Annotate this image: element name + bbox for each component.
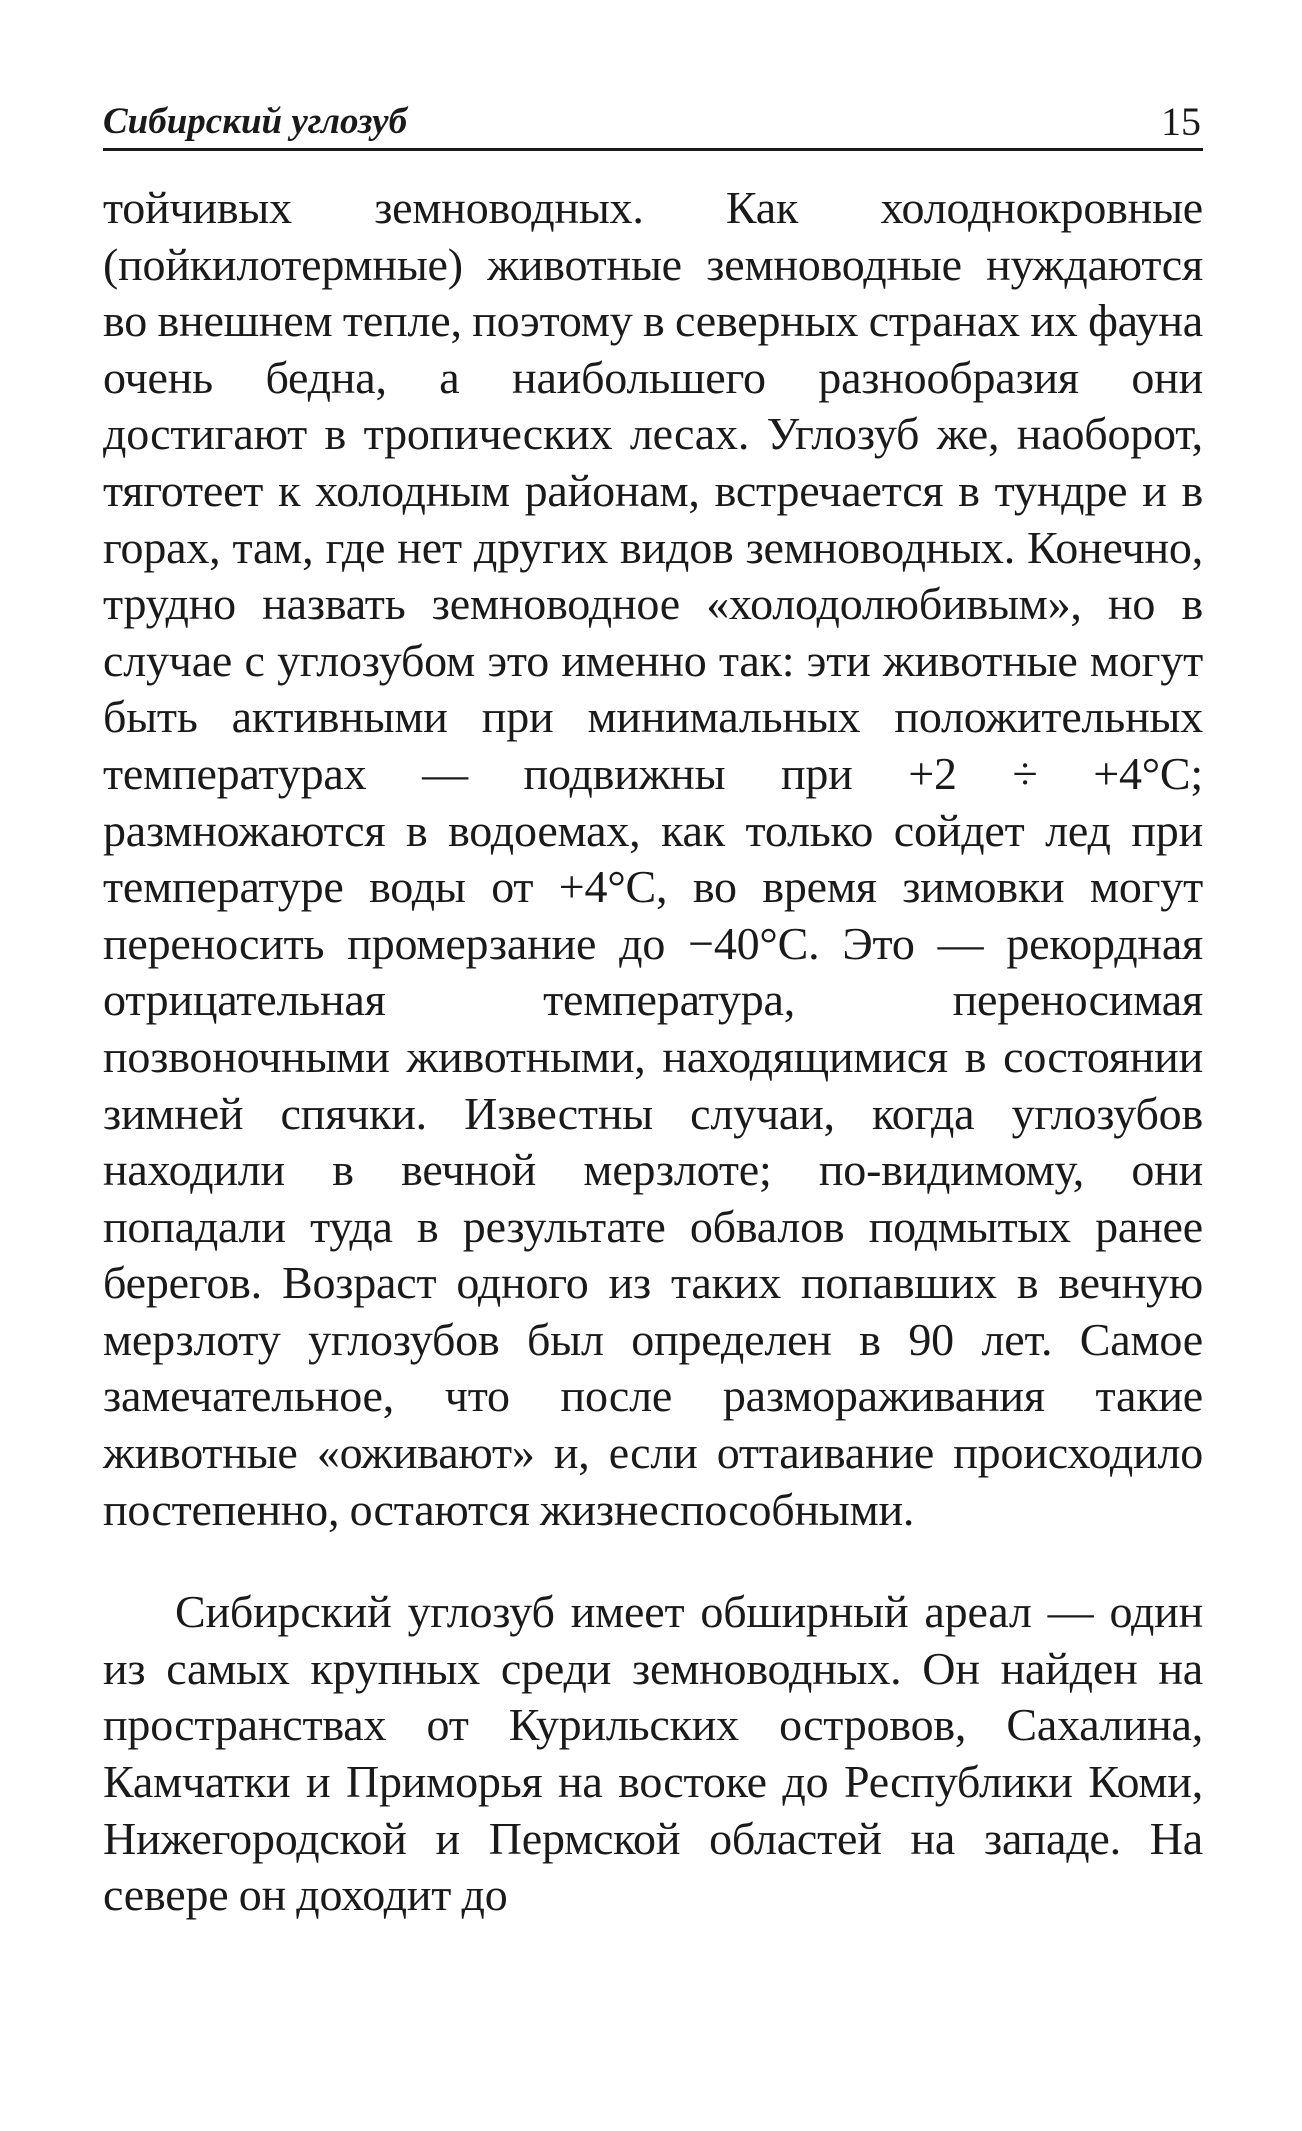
paragraph-range: Сибирский углозуб имеет обширный ареал — один из самых крупных среди земноводных. Он найден на пространствах от Курильских островов, Сахалина, Камчатки и Приморья на востоке до Республики Коми, Нижегородской и Пермской областей на западе. На севере он доходит до xyxy=(103,1586,1203,1921)
page-number: 15 xyxy=(1161,99,1201,144)
running-header xyxy=(103,92,1203,151)
running-header-title: Сибирский углозуб xyxy=(103,101,408,142)
body-text xyxy=(103,180,1203,1924)
paragraph-continued: тойчивых земноводных. Как холоднокровные (пойкилотермные) животные земноводные нуждаются во внешнем тепле, поэтому в северных странах их фауна очень бедна, а наибольшего разнообразия они достигают в тропических лесах. Углозуб же, наоборот, тяготеет к холодным районам, встречается в тундре и в горах, там, где нет других видов земноводных. Конечно, трудно назвать земноводное «холодолюбивым», но в случае с углозубом это именно так: эти животные могут быть активными при минимальных положительных температурах — подвижны при +2 ÷ +4°С; размножаются в водоемах, как только сойдет лед при температуре воды от +4°С, во время зимовки могут переносить промерзание до −40°С. Это — рекордная отрицательная температура, переносимая позвоночными животными, находящимися в состоянии зимней спячки. Известны случаи, когда углозубов находили в вечной мерзлоте; по-видимому, они попадали туда в результате обвалов подмытых ранее берегов. Возраст одного из таких попавших в вечную мерзлоту углозубов был определен в 90 лет. Самое замечательное, что после размораживания такие животные «оживают» и, если оттаивание происходило постепенно, остаются жизнеспособными. xyxy=(103,182,1203,1535)
